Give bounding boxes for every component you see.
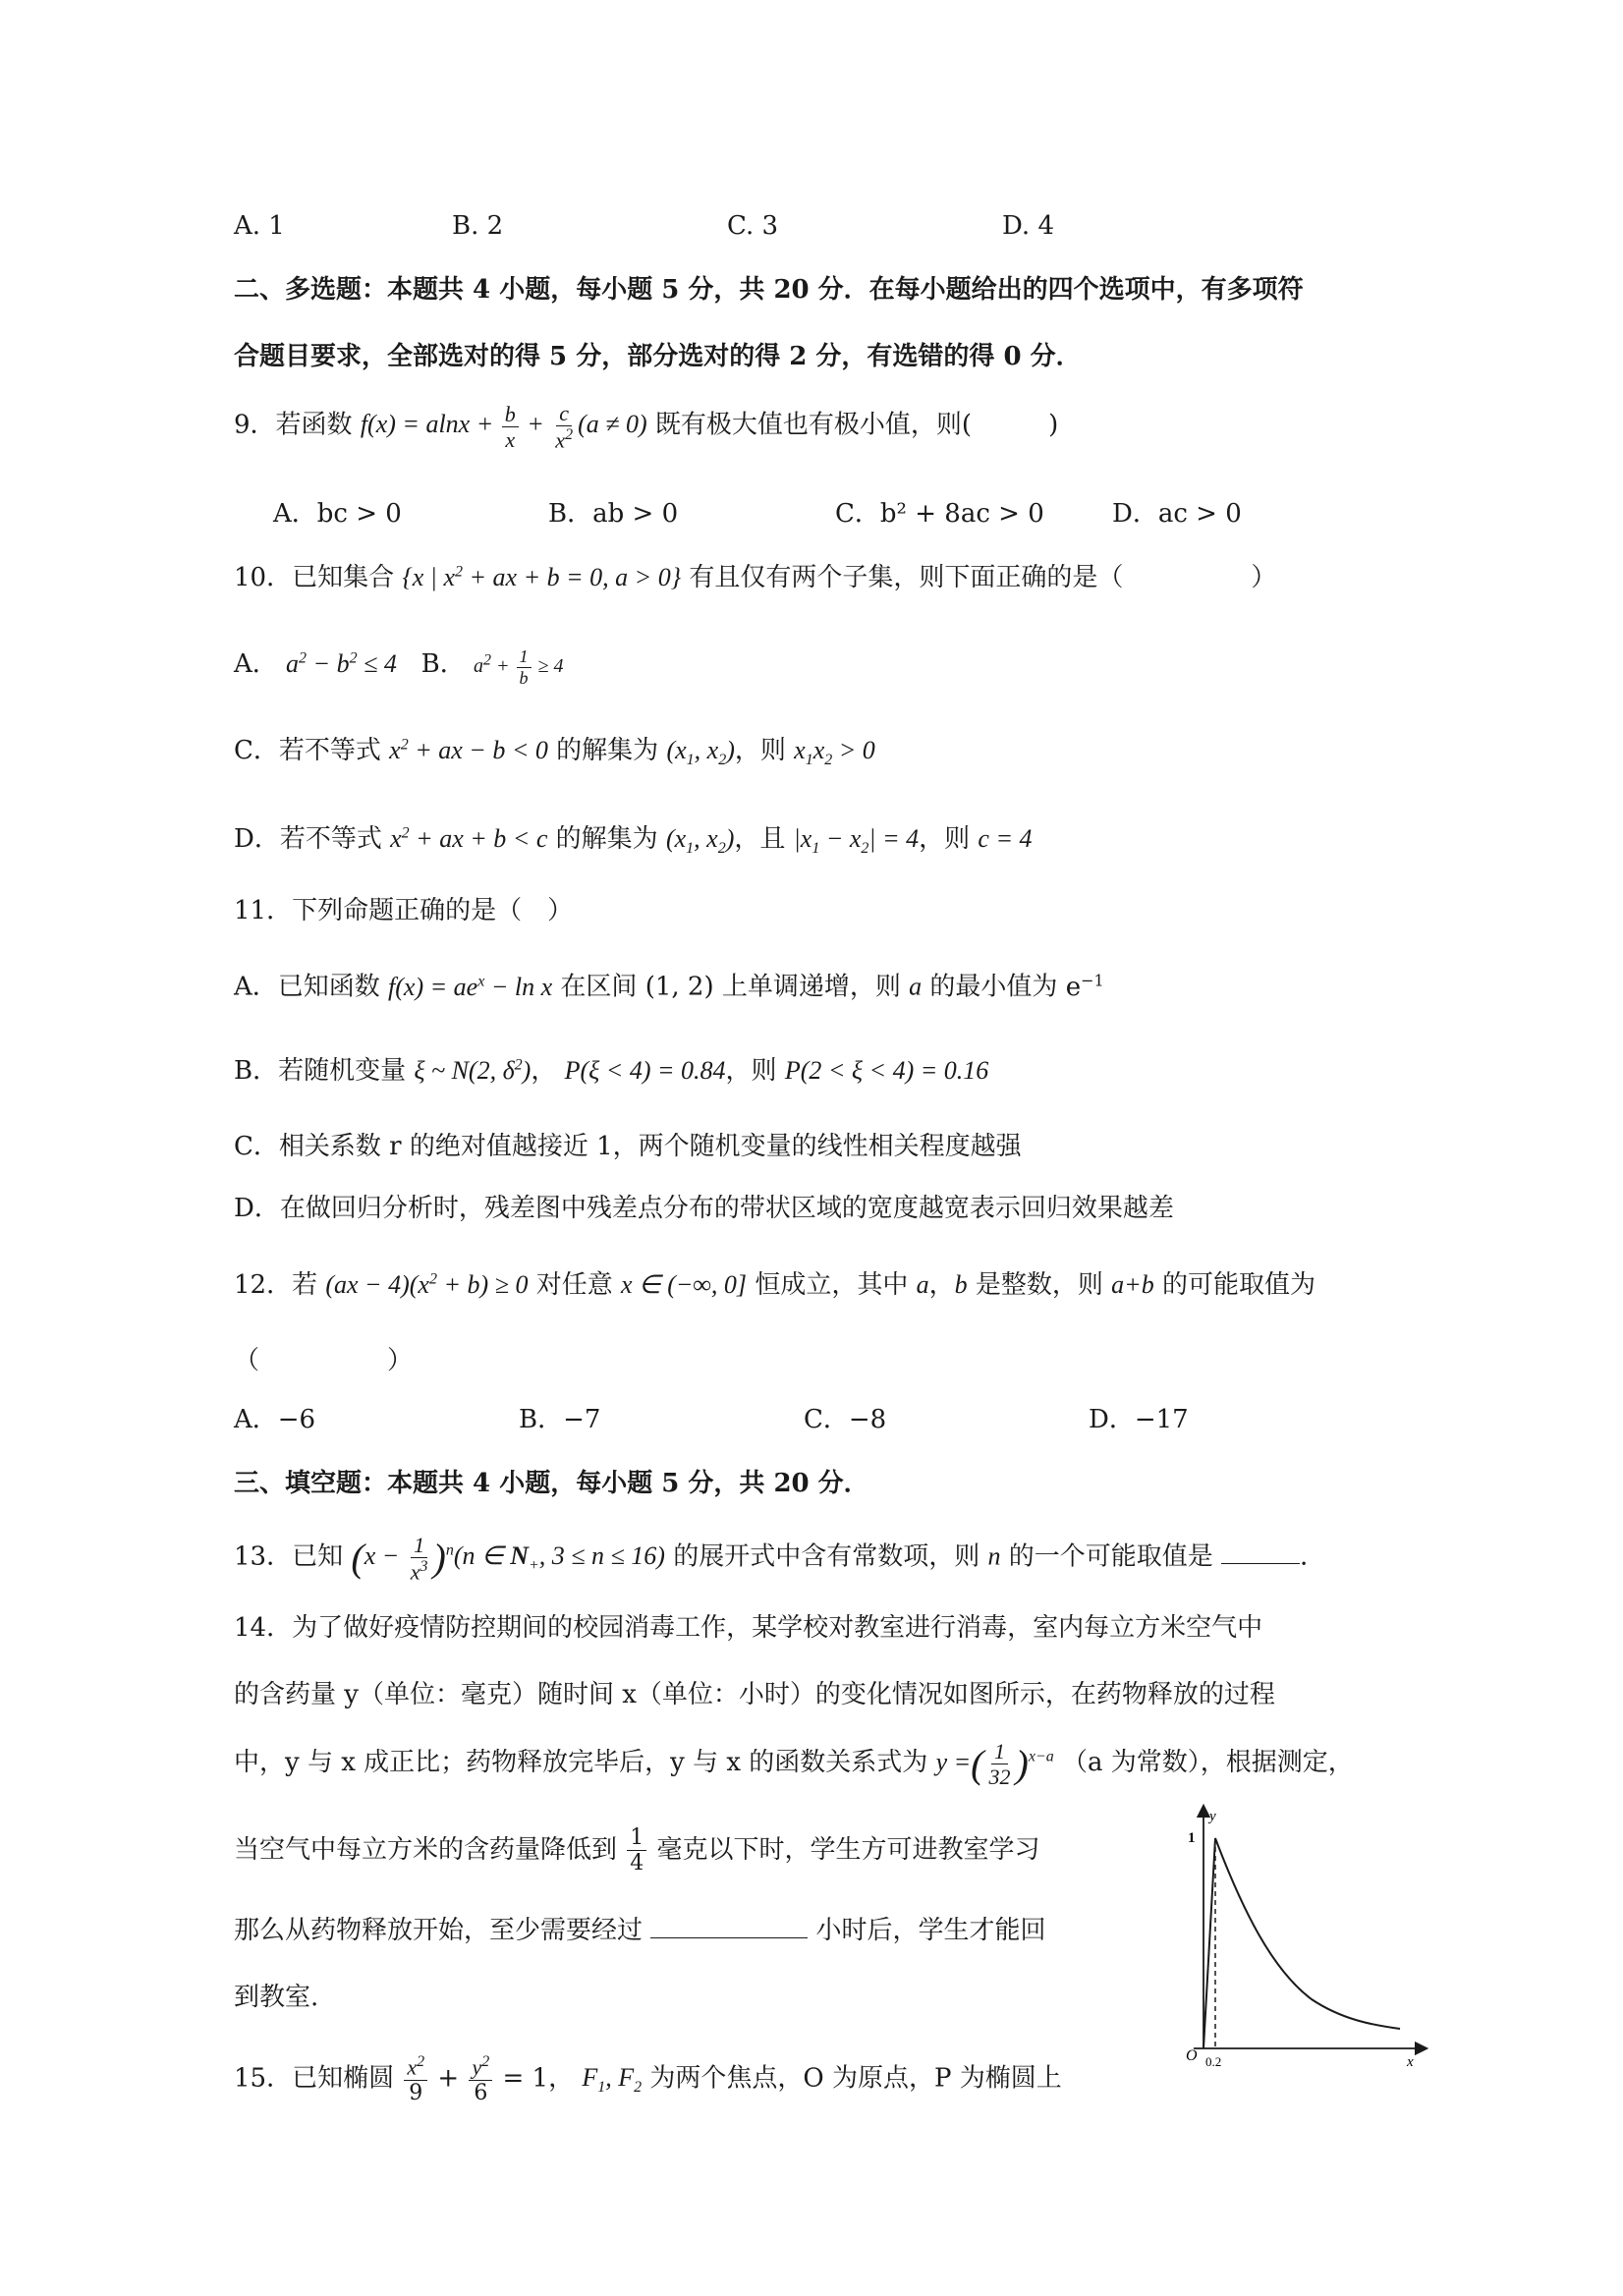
q12-option-c: C．−8 [804,1405,887,1434]
q12-option-a: A．−6 [234,1405,316,1434]
y-axis-label: y [1209,1809,1216,1824]
q14-line3: 中，y 与 x 成正比；药物释放完毕后，y 与 x 的函数关系式为 y =( $\frac{1}{32}$ )$^{x-a}$ （a 为常数），根据测定， [234,1739,1354,1790]
q11-option-b: B．若随机变量 ξ ~ N(2, $\delta^2$)， P(ξ < 4) = 0.84，则 P(2 < ξ < 4) = 0.16 [234,1056,989,1086]
q14-line4: 当空气中每立方米的含药量降低到 $\frac{1}{4}$ 毫克以下时，学生方可进教室学习 [234,1825,1040,1876]
y-tick-label: 1 [1188,1830,1196,1846]
origin-label: O [1186,2047,1198,2064]
q8-option-c: C. 3 [727,211,779,241]
x-tick-label: 0.2 [1205,2054,1222,2068]
q14-line6: 到教室. [234,1983,319,2012]
q11-option-c: C．相关系数 r 的绝对值越接近 1，两个随机变量的线性相关程度越强 [234,1132,1022,1161]
q12-stem: 12．若 $(ax - 4)(x^2 + b) \ge 0$ 对任意 x ∈ (−∞, 0] 恒成立，其中 a，b 是整数，则 a+b 的可能取值为 [234,1270,1315,1300]
section2-line2: 合题目要求，全部选对的得 5 分，部分选对的得 2 分，有选错的得 0 分． [234,342,1082,371]
q8-option-b: B. 2 [452,211,504,241]
q9-option-c: C．b² + 8ac > 0 [835,499,1044,529]
q14-line5: 那么从药物释放开始，至少需要经过 小时后，学生才能回 [234,1916,1046,1945]
q10-options-ab: A． $a^2 - b^2 \le 4$ B． $a^2$ + $\frac{1}{b}$ ≥ 4 [234,646,564,688]
q9-option-d: D．ac > 0 [1112,499,1242,529]
q14-answer-blank[interactable] [650,1937,808,1938]
q12-option-d: D．−17 [1089,1405,1189,1434]
x-axis-label: x [1407,2054,1414,2068]
q8-option-a: A. 1 [234,211,285,241]
section2-line1: 二、多选题：本题共 4 小题，每小题 5 分，共 20 分．在每小题给出的四个选项中，有多项符 [234,275,1304,305]
q11-option-d: D．在做回归分析时，残差图中残差点分布的带状区域的宽度越宽表示回归效果越差 [234,1194,1174,1223]
concentration-curve [1203,1838,1400,2048]
q10-option-d: D．若不等式 $x^2$ + ax + b < c 的解集为 ($x_1$, $x_2$)，且 $|x_1 - x_2| = 4$，则 c = 4 [234,824,1033,858]
q13-answer-blank[interactable] [1221,1563,1300,1564]
q10-set: {x | $x^2$ + ax + b = 0, a > 0} [402,563,682,591]
q12-paren: （ ） [234,1346,414,1375]
q11-stem: 11．下列命题正确的是（ ） [234,896,574,925]
q15-stem: 15．已知椭圆 $\frac{x^2}{9}$ + $\frac{y^2}{6}$ = 1， $F_1$, $F_2$ 为两个焦点，O 为原点，P 为椭圆上 [234,2053,1062,2105]
q9-option-b: B．ab > 0 [548,499,679,529]
q10-option-c: C．若不等式 $x^2$ + ax − b < 0 的解集为 ($x_1$, $x_2$)，则 $x_1x_2 > 0$ [234,736,875,769]
q8-option-d: D. 4 [1002,211,1054,241]
q9-stem: 9．若函数 f(x) = alnx + $\frac{b}{x}$ + $\frac{c}{x^2}$ (a ≠ 0) 既有极大值也有极小值，则( ) [234,401,1059,453]
q12-option-b: B．−7 [519,1405,601,1434]
q14-line1: 14．为了做好疫情防控期间的校园消毒工作，某学校对教室进行消毒，室内每立方米空气中 [234,1613,1263,1643]
section3-header: 三、填空题：本题共 4 小题，每小题 5 分，共 20 分． [234,1469,869,1498]
q10-stem: 10．已知集合 {x | $x^2$ + ax + b = 0, a > 0} 有且仅有两个子集，则下面正确的是（ ） [234,563,1277,592]
q9-formula: f(x) = alnx + $\frac{b}{x}$ + $\frac{c}{x^2}$ (a ≠ 0) [360,401,647,453]
q14-concentration-graph [1164,1803,1429,2068]
q9-option-a: A．bc > 0 [273,499,402,529]
q13-stem: 13．已知 (x − $\frac{1}{x^3}$ )$^n$(n ∈ $N_+$, 3 ≤ n ≤ 16) 的展开式中含有常数项，则 n 的一个可能取值是 ． [234,1533,1326,1585]
q14-line2: 的含药量 y（单位：毫克）随时间 x（单位：小时）的变化情况如图所示，在药物释放的过程 [234,1680,1275,1709]
q11-option-a: A．已知函数 $f(x) = ae^x - \ln x$ 在区间 (1, 2) 上单调递增，则 a 的最小值为 $e^{-1}$ [234,971,1104,1002]
